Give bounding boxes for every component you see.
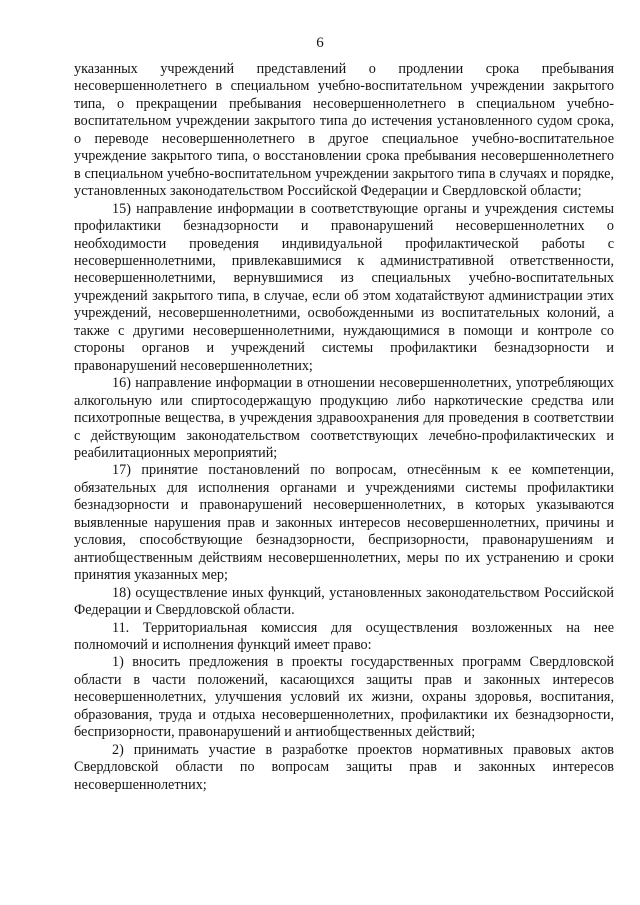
paragraph-item-17: 17) принятие постановлений по вопросам, отнесённым к ее компетенции, обязательных для исполнения органами и учреждениями системы профилактики безнадзорности и правонарушений несовершеннолетних, в которых указываются выявленные нарушения прав и законных интересов несовершеннолетних, причины и условия, способствующие безнадзорности, беспризорности, правонарушениям и антиобщественным действиям несовершеннолетних, меры по их устранению и сроки принятия указанных мер; bbox=[74, 462, 614, 584]
page-number: 6 bbox=[316, 35, 324, 51]
paragraph-continuation: указанных учреждений представлений о продлении срока пребывания несовершеннолетнего в специальном учебно-воспитательном учреждении закрытого типа, о прекращении пребывания несовершеннолетнего в специальном учебно-воспитательном учреждении закрытого типа до истечения установленного судом срока, о переводе несовершеннолетнего в другое специальное учебно-воспитательное учреждение закрытого типа, о восстановлении срока пребывания несовершеннолетнего в специальном учебно-воспитательном учреждении закрытого типа в случаях и порядке, установленных законодательством Российской Федерации и Свердловской области; bbox=[74, 61, 614, 200]
paragraph-item-15: 15) направление информации в соответствующие органы и учреждения системы профилактики безнадзорности и правонарушений несовершеннолетних о необходимости проведения индивидуальной профилактической работы с несовершеннолетними, привлекавшимися к административной ответственности, несовершеннолетними, вернувшимися из специальных учебно-воспитательных учреждений закрытого типа, в случае, если об этом ходатайствуют администрации этих учреждений, несовершеннолетними, освобожденными из воспитательных колоний, а также с другими несовершеннолетними, нуждающимися в помощи и контроле со стороны органов и учреждений системы профилактики безнадзорности и правонарушений несовершеннолетних; bbox=[74, 200, 614, 374]
paragraph-right-2: 2) принимать участие в разработке проектов нормативных правовых актов Свердловской области по вопросам защиты прав и законных интересов несовершеннолетних; bbox=[74, 741, 614, 793]
paragraph-section-11: 11. Территориальная комиссия для осуществления возложенных на нее полномочий и исполнения функций имеет право: bbox=[74, 619, 614, 653]
paragraph-item-18: 18) осуществление иных функций, установленных законодательством Российской Федерации и Свердловской области. bbox=[74, 584, 614, 619]
document-body bbox=[74, 61, 614, 794]
paragraph-right-1: 1) вносить предложения в проекты государственных программ Свердловской области в части положений, касающихся защиты прав и законных интересов несовершеннолетних, улучшения условий их жизни, охраны здоровья, воспитания, образования, труда и отдыха несовершеннолетних, профилактики их безнадзорности, беспризорности, правонарушений и антиобщественных действий; bbox=[74, 654, 614, 741]
paragraph-item-16: 16) направление информации в отношении несовершеннолетних, употребляющих алкогольную или спиртосодержащую продукцию либо наркотические средства или психотропные вещества, в учреждения здравоохранения для проведения в соответствии с действующим законодательством соответствующих лечебно-профилактических и реабилитационных мероприятий; bbox=[74, 375, 614, 461]
